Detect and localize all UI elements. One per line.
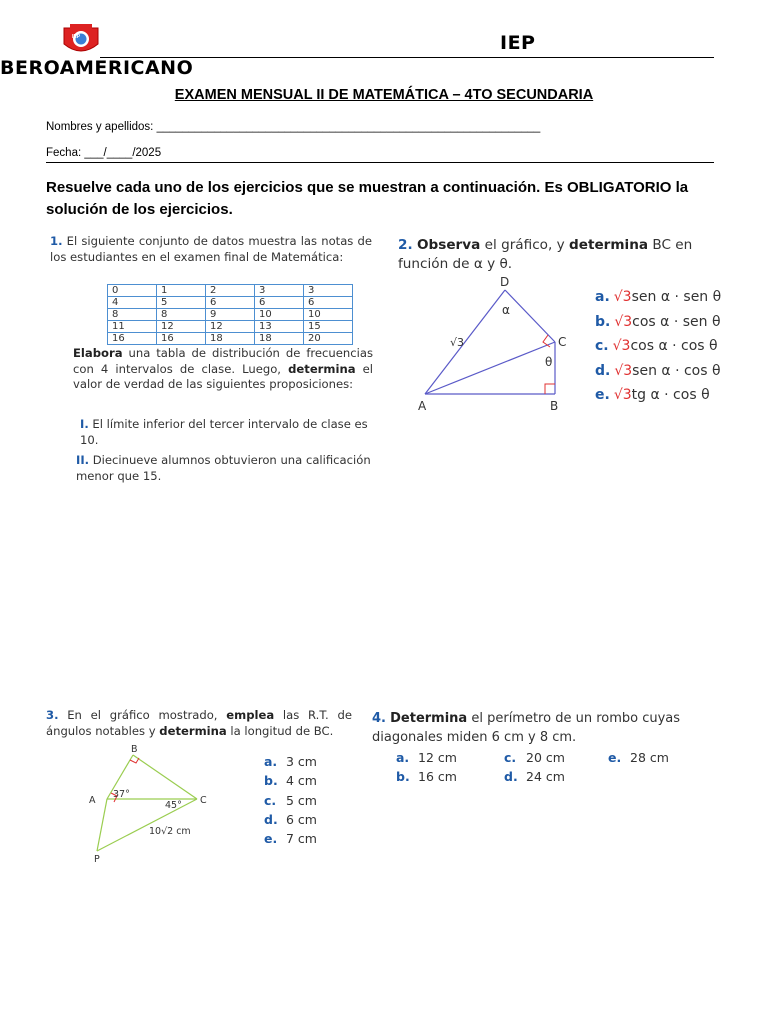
table-cell: 5 [157, 297, 206, 309]
question-2-diagram [410, 272, 580, 417]
option-text: cos α · sen θ [632, 313, 721, 330]
table-row [108, 297, 353, 309]
option-item [396, 748, 457, 767]
question-1 [50, 234, 372, 265]
option-value: 4 cm [286, 773, 317, 789]
proposition-1 [80, 417, 373, 448]
option-letter: a. [396, 750, 410, 765]
option-item [264, 791, 317, 810]
q2-text-1: el gráfico, y [480, 237, 569, 253]
label-sqrt3: √3 [450, 336, 465, 349]
proposition-2-label: II. [76, 453, 90, 467]
option-item [595, 310, 721, 335]
table-cell: 18 [255, 333, 304, 345]
option-text: tg α · cos θ [631, 387, 710, 403]
option-value: 7 cm [286, 831, 317, 847]
table-cell: 10 [255, 309, 304, 321]
side-dc [505, 290, 555, 342]
label-d: D [500, 275, 510, 289]
option-value: 6 cm [286, 811, 317, 827]
proposition-1-text: El límite inferior del tercer intervalo de clase es 10. [80, 417, 368, 447]
exam-title: EXAMEN MENSUAL II DE MATEMÁTICA – 4TO SECUNDARIA [174, 87, 594, 103]
q3-text-0: En el gráfico mostrado, [67, 708, 227, 722]
label-theta: θ [545, 355, 553, 369]
label-side: 10√2 cm [149, 826, 191, 837]
q4-determina-bold: Determina [390, 711, 468, 726]
option-text: cos α · cos θ [630, 338, 718, 354]
question-3-number: 3. [46, 708, 59, 722]
table-row [108, 333, 353, 345]
option-item [264, 810, 317, 829]
table-cell: 12 [157, 321, 206, 333]
option-item [504, 748, 565, 767]
q3-text-1: las R.T. de ángulos notables y [46, 708, 352, 738]
table-cell: 6 [304, 297, 353, 309]
option-letter: e. [595, 387, 610, 403]
option-item [608, 748, 669, 767]
option-value: 28 cm [630, 750, 669, 765]
option-letter: e. [608, 750, 622, 765]
question-3-diagram [85, 743, 215, 865]
proposition-1-label: I. [80, 417, 89, 431]
question-2-options [595, 285, 721, 408]
task-text-2: el valor de verdad de las siguientes proposiciones: [73, 361, 373, 391]
table-cell: 9 [206, 309, 255, 321]
q2-text-2: BC en función de α y θ. [398, 237, 693, 272]
q2-determina-bold: determina [569, 237, 649, 253]
logo-text: IEP [72, 34, 81, 40]
table-cell: 8 [108, 309, 157, 321]
question-3-options [264, 752, 317, 848]
school-logo [60, 22, 102, 58]
option-letter: d. [504, 769, 518, 784]
option-item [595, 383, 721, 408]
option-radical: √3 [614, 362, 633, 379]
option-value: 24 cm [526, 769, 565, 784]
option-radical: √3 [613, 289, 632, 305]
option-value: 12 cm [418, 750, 457, 765]
table-cell: 6 [255, 297, 304, 309]
option-item [595, 359, 721, 384]
table-cell: 20 [304, 333, 353, 345]
table-row [108, 321, 353, 333]
table-cell: 3 [304, 285, 353, 297]
question-2-number: 2. [398, 237, 413, 253]
question-4-options [396, 748, 716, 788]
school-prefix: IEP [500, 32, 536, 54]
option-radical: √3 [613, 387, 632, 403]
grades-table [107, 284, 353, 345]
option-letter: c. [595, 338, 609, 354]
proposition-2-text: Diecinueve alumnos obtuvieron una calificación menor que 15. [76, 453, 371, 483]
table-cell: 15 [304, 321, 353, 333]
option-text: sen α · sen θ [631, 289, 722, 305]
table-cell: 12 [206, 321, 255, 333]
table-cell: 10 [304, 309, 353, 321]
option-item [264, 752, 317, 771]
question-4 [372, 709, 702, 747]
elabora-bold: Elabora [73, 346, 123, 360]
table-row [108, 285, 353, 297]
school-name: BEROAMERICANO [0, 57, 194, 79]
date-rule [46, 162, 714, 163]
side-ap [97, 799, 107, 851]
table-cell: 16 [108, 333, 157, 345]
table-cell: 1 [157, 285, 206, 297]
question-1-number: 1. [50, 234, 63, 248]
q3-text-2: la longitud de BC. [226, 723, 334, 738]
table-cell: 6 [206, 297, 255, 309]
option-letter: b. [396, 769, 410, 784]
question-1-intro-text: El siguiente conjunto de datos muestra las notas de los estudiantes en el examen final de Matemática: [50, 234, 372, 264]
option-radical: √3 [614, 313, 633, 330]
observa-bold: Observa [416, 237, 481, 253]
table-row [108, 309, 353, 321]
option-value: 16 cm [418, 769, 457, 784]
label-45: 45° [165, 800, 182, 811]
proposition-2 [76, 453, 373, 484]
option-letter: a. [595, 289, 610, 305]
label-c: C [200, 795, 207, 806]
table-cell: 18 [206, 333, 255, 345]
question-4-number: 4. [372, 711, 386, 726]
determina-bold: determina [288, 361, 356, 376]
option-value: 5 cm [286, 792, 317, 808]
table-cell: 16 [157, 333, 206, 345]
option-item [595, 334, 721, 359]
option-value: 3 cm [286, 754, 317, 769]
question-1-intro [50, 234, 372, 265]
option-letter: e. [264, 831, 278, 847]
question-3 [46, 708, 352, 739]
option-value: 20 cm [526, 750, 565, 765]
option-letter: c. [504, 750, 517, 765]
table-cell: 4 [108, 297, 157, 309]
side-pc [97, 799, 197, 851]
label-b: B [550, 399, 559, 413]
question-1-task [73, 346, 373, 393]
option-item [396, 767, 457, 786]
option-item [264, 829, 317, 848]
date-field: Fecha: ___/____/2025 [46, 147, 162, 159]
name-field: Nombres y apellidos: ____________________________________________________________ [46, 121, 541, 133]
label-a: A [418, 399, 427, 413]
option-item [504, 767, 565, 786]
option-text: sen α · cos θ [632, 362, 721, 379]
label-alpha: α [502, 303, 510, 317]
option-item [264, 771, 317, 790]
question-2 [398, 236, 720, 274]
label-c: C [558, 335, 567, 349]
table-cell: 0 [108, 285, 157, 297]
instructions: Resuelve cada uno de los ejercicios que se muestran a continuación. Es OBLIGATORIO la solución de los ejercicios. [46, 179, 689, 218]
q4-text-1: el perímetro de un rombo cuyas diagonales miden 6 cm y 8 cm. [372, 711, 681, 745]
option-letter: d. [264, 811, 278, 827]
shield-icon [60, 22, 102, 58]
option-letter: b. [264, 773, 278, 789]
label-37: 37° [113, 789, 130, 800]
option-radical: √3 [612, 338, 631, 354]
table-cell: 2 [206, 285, 255, 297]
option-letter: a. [264, 754, 278, 769]
task-text-1: una tabla de distribución de frecuencias con 4 intervalos de clase. Luego, [73, 346, 373, 376]
label-a: A [89, 795, 96, 806]
label-p: P [94, 854, 100, 865]
emplea-bold: emplea [226, 708, 275, 722]
option-letter: d. [595, 362, 611, 379]
option-letter: b. [595, 313, 611, 330]
table-cell: 13 [255, 321, 304, 333]
side-bc [133, 755, 197, 799]
right-angle-b [545, 384, 555, 394]
table-cell: 3 [255, 285, 304, 297]
table-cell: 11 [108, 321, 157, 333]
option-item [595, 285, 721, 310]
option-letter: c. [264, 792, 277, 808]
table-cell: 8 [157, 309, 206, 321]
q3-determina-bold: determina [159, 723, 227, 738]
label-b: B [131, 744, 138, 755]
